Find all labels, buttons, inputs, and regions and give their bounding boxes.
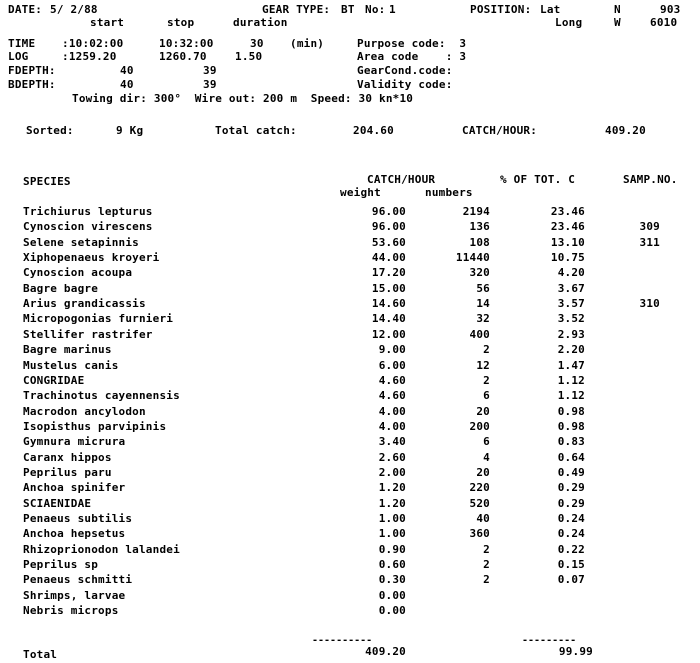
catch-numbers: 200 (469, 420, 490, 433)
fdepth-label: FDEPTH: (8, 64, 56, 77)
species-name: Bagre bagre (23, 282, 99, 295)
catch-numbers: 20 (476, 466, 490, 479)
percent-of-total: 0.15 (557, 558, 585, 571)
species-name: CONGRIDAE (23, 374, 85, 387)
catch-weight: 6.00 (378, 359, 406, 372)
fdepth-stop: 39 (203, 64, 217, 77)
percent-of-total: 10.75 (550, 251, 585, 264)
sorted-value: 9 Kg (116, 124, 144, 137)
sorted-label: Sorted: (26, 124, 74, 137)
duration-value: 30 (250, 37, 264, 50)
percent-total-rule: --------- (522, 635, 577, 646)
species-name: Arius grandicassis (23, 297, 146, 310)
area-code: Area code : 3 (357, 50, 467, 63)
stop-column-label: stop (167, 16, 195, 29)
species-name: Stellifer rastrifer (23, 328, 153, 341)
percent-of-total: 0.98 (557, 405, 585, 418)
catch-weight: 0.00 (378, 589, 406, 602)
catch-numbers: 320 (469, 266, 490, 279)
lat-label: Lat (540, 3, 561, 16)
species-header: SPECIES (23, 175, 71, 188)
total-label: Total (23, 648, 58, 661)
catch-numbers: 4 (483, 451, 490, 464)
catch-weight: 4.60 (378, 389, 406, 402)
catch-numbers: 14 (476, 297, 490, 310)
catch-numbers: 2 (483, 374, 490, 387)
species-name: Isopisthus parvipinis (23, 420, 167, 433)
percent-of-total: 0.24 (557, 527, 585, 540)
catch-numbers: 108 (469, 236, 490, 249)
gear-type-label: GEAR TYPE: (262, 3, 331, 16)
species-name: Bagre marinus (23, 343, 112, 356)
sample-number: 309 (639, 220, 660, 233)
purpose-code: Purpose code: 3 (357, 37, 467, 50)
percent-of-total: 0.98 (557, 420, 585, 433)
long-label: Long (555, 16, 583, 29)
species-name: Anchoa spinifer (23, 481, 126, 494)
catch-weight: 12.00 (371, 328, 406, 341)
percent-of-total: 1.12 (557, 389, 585, 402)
lat-value: 903 (660, 3, 681, 16)
species-name: Xiphopenaeus kroyeri (23, 251, 160, 264)
percent-of-total: 3.67 (557, 282, 585, 295)
percent-of-total: 2.20 (557, 343, 585, 356)
catch-numbers: 56 (476, 282, 490, 295)
catch-numbers: 20 (476, 405, 490, 418)
catch-numbers: 11440 (455, 251, 490, 264)
catch-numbers: 6 (483, 389, 490, 402)
total-catch-label: Total catch: (215, 124, 297, 137)
catch-numbers: 2 (483, 558, 490, 571)
percent-of-total: 0.29 (557, 497, 585, 510)
percent-of-total: 1.47 (557, 359, 585, 372)
percent-of-total: 0.24 (557, 512, 585, 525)
catch-weight: 2.60 (378, 451, 406, 464)
species-name: Penaeus subtilis (23, 512, 133, 525)
time-start: :10:02:00 (62, 37, 124, 50)
percent-of-total: 2.93 (557, 328, 585, 341)
species-name: Penaeus schmitti (23, 573, 133, 586)
catch-weight: 2.00 (378, 466, 406, 479)
gear-type-value: BT (341, 3, 355, 16)
catch-weight: 1.00 (378, 512, 406, 525)
catch-numbers: 2194 (462, 205, 490, 218)
species-name: Anchoa hepsetus (23, 527, 126, 540)
species-name: Mustelus canis (23, 359, 119, 372)
fdepth-start: 40 (120, 64, 134, 77)
species-name: Macrodon ancylodon (23, 405, 146, 418)
long-hemisphere: W (614, 16, 621, 29)
position-label: POSITION: (470, 3, 532, 16)
catch-numbers: 136 (469, 220, 490, 233)
catch-weight: 0.60 (378, 558, 406, 571)
time-label: TIME (8, 37, 36, 50)
catch-numbers: 12 (476, 359, 490, 372)
catch-weight: 9.00 (378, 343, 406, 356)
catch-weight: 1.00 (378, 527, 406, 540)
numbers-header: numbers (425, 186, 473, 199)
catch-hour-header: CATCH/HOUR (367, 173, 436, 186)
percent-of-total: 4.20 (557, 266, 585, 279)
log-label: LOG (8, 50, 29, 63)
lat-hemisphere: N (614, 3, 621, 16)
sample-number: 310 (639, 297, 660, 310)
catch-weight: 0.90 (378, 543, 406, 556)
total-percent: 99.99 (558, 645, 593, 658)
catch-numbers: 2 (483, 573, 490, 586)
species-name: Gymnura micrura (23, 435, 126, 448)
towing-info: Towing dir: 300° Wire out: 200 m Speed: 30 kn*10 (72, 92, 414, 105)
species-name: Shrimps, larvae (23, 589, 126, 602)
species-name: SCIAENIDAE (23, 497, 92, 510)
sample-number-header: SAMP.NO. (623, 173, 678, 186)
catch-numbers: 400 (469, 328, 490, 341)
catch-numbers: 40 (476, 512, 490, 525)
catch-weight: 0.00 (378, 604, 406, 617)
species-name: Nebris microps (23, 604, 119, 617)
catch-weight: 96.00 (371, 205, 406, 218)
log-stop: 1260.70 (159, 50, 207, 63)
date-value: 5/ 2/88 (50, 3, 98, 16)
catch-weight: 4.60 (378, 374, 406, 387)
percent-of-total: 3.52 (557, 312, 585, 325)
percent-of-total: 23.46 (550, 220, 585, 233)
log-start: :1259.20 (62, 50, 117, 63)
catch-weight: 53.60 (371, 236, 406, 249)
percent-of-total: 13.10 (550, 236, 585, 249)
percent-of-total: 23.46 (550, 205, 585, 218)
percent-of-total: 0.07 (557, 573, 585, 586)
species-name: Peprilus paru (23, 466, 112, 479)
log-difference: 1.50 (235, 50, 263, 63)
catch-numbers: 220 (469, 481, 490, 494)
bdepth-start: 40 (120, 78, 134, 91)
catch-numbers: 2 (483, 543, 490, 556)
catch-weight: 17.20 (371, 266, 406, 279)
percent-of-total: 1.12 (557, 374, 585, 387)
catch-numbers: 32 (476, 312, 490, 325)
catch-numbers: 6 (483, 435, 490, 448)
validity-code: Validity code: (357, 78, 453, 91)
species-name: Cynoscion virescens (23, 220, 153, 233)
catch-weight: 14.60 (371, 297, 406, 310)
catch-weight: 4.00 (378, 405, 406, 418)
catch-weight: 96.00 (371, 220, 406, 233)
catch-numbers: 520 (469, 497, 490, 510)
sample-number: 311 (639, 236, 660, 249)
species-name: Cynoscion acoupa (23, 266, 133, 279)
catch-hour-value: 409.20 (605, 124, 646, 137)
time-stop: 10:32:00 (159, 37, 214, 50)
duration-column-label: duration (233, 16, 288, 29)
percent-of-total: 0.83 (557, 435, 585, 448)
catch-weight: 0.30 (378, 573, 406, 586)
percent-of-total: 0.64 (557, 451, 585, 464)
percent-of-total: 0.49 (557, 466, 585, 479)
total-weight: 409.20 (365, 645, 406, 658)
percent-of-total: 0.22 (557, 543, 585, 556)
gearcond-code: GearCond.code: (357, 64, 453, 77)
catch-hour-label: CATCH/HOUR: (462, 124, 538, 137)
species-name: Caranx hippos (23, 451, 112, 464)
gear-no-label: No: (365, 3, 386, 16)
species-name: Micropogonias furnieri (23, 312, 174, 325)
duration-unit: (min) (290, 37, 325, 50)
catch-weight: 44.00 (371, 251, 406, 264)
species-name: Peprilus sp (23, 558, 99, 571)
total-catch-value: 204.60 (353, 124, 394, 137)
catch-weight: 1.20 (378, 481, 406, 494)
percent-of-total: 3.57 (557, 297, 585, 310)
catch-numbers: 2 (483, 343, 490, 356)
species-name: Trachinotus cayennensis (23, 389, 180, 402)
catch-weight: 15.00 (371, 282, 406, 295)
bdepth-stop: 39 (203, 78, 217, 91)
species-name: Selene setapinnis (23, 236, 139, 249)
catch-weight: 4.00 (378, 420, 406, 433)
weight-header: weight (340, 186, 381, 199)
catch-weight: 1.20 (378, 497, 406, 510)
species-name: Rhizoprionodon lalandei (23, 543, 180, 556)
catch-weight: 14.40 (371, 312, 406, 325)
bdepth-label: BDEPTH: (8, 78, 56, 91)
gear-no-value: 1 (389, 3, 396, 16)
catch-weight: 3.40 (378, 435, 406, 448)
percent-of-total: 0.29 (557, 481, 585, 494)
percent-total-header: % OF TOT. C (500, 173, 576, 186)
long-value: 6010 (650, 16, 678, 29)
catch-numbers: 360 (469, 527, 490, 540)
weight-total-rule: ---------- (312, 635, 373, 646)
date-label: DATE: (8, 3, 43, 16)
species-name: Trichiurus lepturus (23, 205, 153, 218)
start-column-label: start (90, 16, 125, 29)
